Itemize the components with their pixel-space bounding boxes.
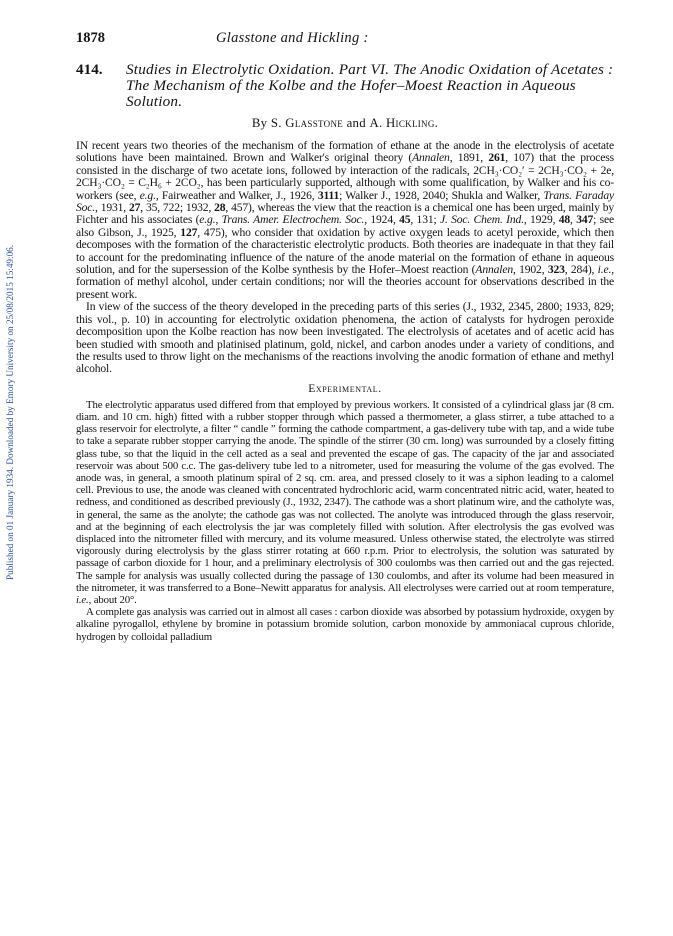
journal-page — [76, 30, 614, 643]
authors-and: and — [346, 116, 366, 130]
page-number: 1878 — [76, 30, 105, 46]
margin-download-stamp — [4, 160, 18, 580]
article-title-block — [76, 62, 614, 110]
article-title: Studies in Electrolytic Oxidation. Part VI. The Anodic Oxidation of Acetates : The Mechanism of the Kolbe and the Hofer–Moest Reaction in Aqueous Solution. — [126, 61, 614, 110]
experimental-paragraph-2: A complete gas analysis was carried out in almost all cases : carbon dioxide was absorbed by potassium hydroxide, oxygen by alkaline pyrogallol, ethylene by bromine in potassium bromide solution, carbon monoxide by ammoniacal cuprous chloride, hydrogen by colloidal palladium — [76, 606, 614, 643]
intro-paragraph-2: In view of the success of the theory developed in the preceding parts of this series (J., 1932, 2345, 2800; 1933, 829; this vol., p. 10) in accounting for electrolytic oxidation phenomena, the action of catalysts for hydrogen peroxide decomposition upon the Kolbe reaction has now been investigated. The electrolysis of acetates and of acetic acid has been studied with smooth and platinised platinum, gold, nickel, and carbon anodes under a variety of conditions, and the results used to throw light on the mechanisms of the reactions involving the anodic formation of ethane and methyl alcohol. — [76, 300, 614, 376]
experimental-section — [76, 399, 614, 643]
authors-prefix: By — [251, 116, 268, 130]
running-title: Glasstone and Hickling : — [216, 30, 369, 46]
author-hickling: A. Hickling. — [369, 116, 439, 130]
introduction — [76, 140, 614, 376]
author-line — [76, 116, 614, 131]
margin-stamp-text: Published on 01 January 1934. Downloaded by Emory University on 25/08/2015 15:49:06. — [5, 244, 15, 580]
author-glasstone: S. Glasstone — [270, 116, 344, 130]
section-heading-experimental: Experimental. — [308, 381, 382, 395]
experimental-paragraph-1: The electrolytic apparatus used differed from that employed by previous workers. It consisted of a cylindrical glass jar (8 cm. diam. and 10 cm. high) fitted with a rubber stopper through which passed a thermometer, a glass stirrer, a tube attached to a glass reservoir for electrolyte, a filter “ candle ” forming the cathode compartment, a gas-delivery tube with tap, and a wide tube to take a separate rubber stopper carrying the anode. The spindle of the stirrer (30 cm. long) was surrounded by a closely fitting glass tube, so that the liquid in the cell acted as a seal and prevented the escape of gas. The capacity of the jar and associated reservoir was about 500 c.c. The gas-delivery tube led to a nitrometer, used for measuring the volume of the gas evolved. The anode was, in general, a smooth platinum spiral of 2 sq. cm. area, and pressed closely to it was a siphon leading to a calomel cell. Previous to use, the anode was cleaned with concentrated hydrochloric acid, warm concentrated nitric acid, water, heated to redness, and conditioned as described previously (J., 1932, 2347). The cathode was a short platinum wire, and the catholyte was, in general, the same as the anolyte; the cathode gas was not collected. The anolyte was introduced through the glass reservoir, and at the beginning of each electrolysis the jar was completely filled with solution. After electrolysis the gas evolved was displaced into the nitrometer filled with mercury, and its volume measured. Unless otherwise stated, the electrolyte was stirred vigorously during electrolysis by the glass stirrer rotating at 660 r.p.m. Prior to electrolysis, the solution was saturated by passage of carbon dioxide for 1 hour, and a preliminary electrolysis of 300 coulombs was then carried out and the gas rejected. The sample for analysis was usually collected during the passage of 130 coulombs, and after its volume had been measured in the nitrometer, it was transferred to a Bone–Newitt apparatus for analysis. All electrolyses were carried out at room temperature, i.e., about 20°. — [76, 398, 614, 606]
article-number: 414. — [76, 61, 103, 78]
intro-paragraph-1: IN recent years two theories of the mechanism of the formation of ethane at the anode in the electrolysis of acetate solutions have been maintained. Brown and Walker's original theory (Annalen, 1891, 261, 107) that the process consisted in the discharge of two acetate ions, followed by interaction of the radicals, 2CH₃·CO₂′ = 2CH₃·CO₂ + 2e, 2CH₃·CO₂ = C₂H₆ + 2CO₂, has been particularly supported, although with some qualification, by Walker and his co-workers (see, e.g., Fairweather and Walker, J., 1926, 3111; Walker J., 1928, 2040; Shukla and Walker, Trans. Faraday Soc., 1931, 27, 35, 722; 1932, 28, 457), whereas the view that the reaction is a chemical one has been urged, mainly by Fichter and his associates (e.g., Trans. Amer. Electrochem. Soc., 1924, 45, 131; J. Soc. Chem. Ind., 1929, 48, 347; see also Gibson, J., 1925, 127, 475), who consider that oxidation by active oxygen leads to acetyl peroxide, which then decomposes with the formation of the characteristic electrolytic products. Both theories are inadequate in that they fail to account for the predominating influence of the nature of the anode material on the formation of ethane in aqueous solution, and for the supersession of the Kolbe synthesis by the Hofer–Moest reaction (Annalen, 1902, 323, 284), i.e., formation of methyl alcohol, under certain conditions; nor will the theories account for observations described in the present work. — [76, 139, 615, 301]
running-header — [76, 30, 614, 52]
